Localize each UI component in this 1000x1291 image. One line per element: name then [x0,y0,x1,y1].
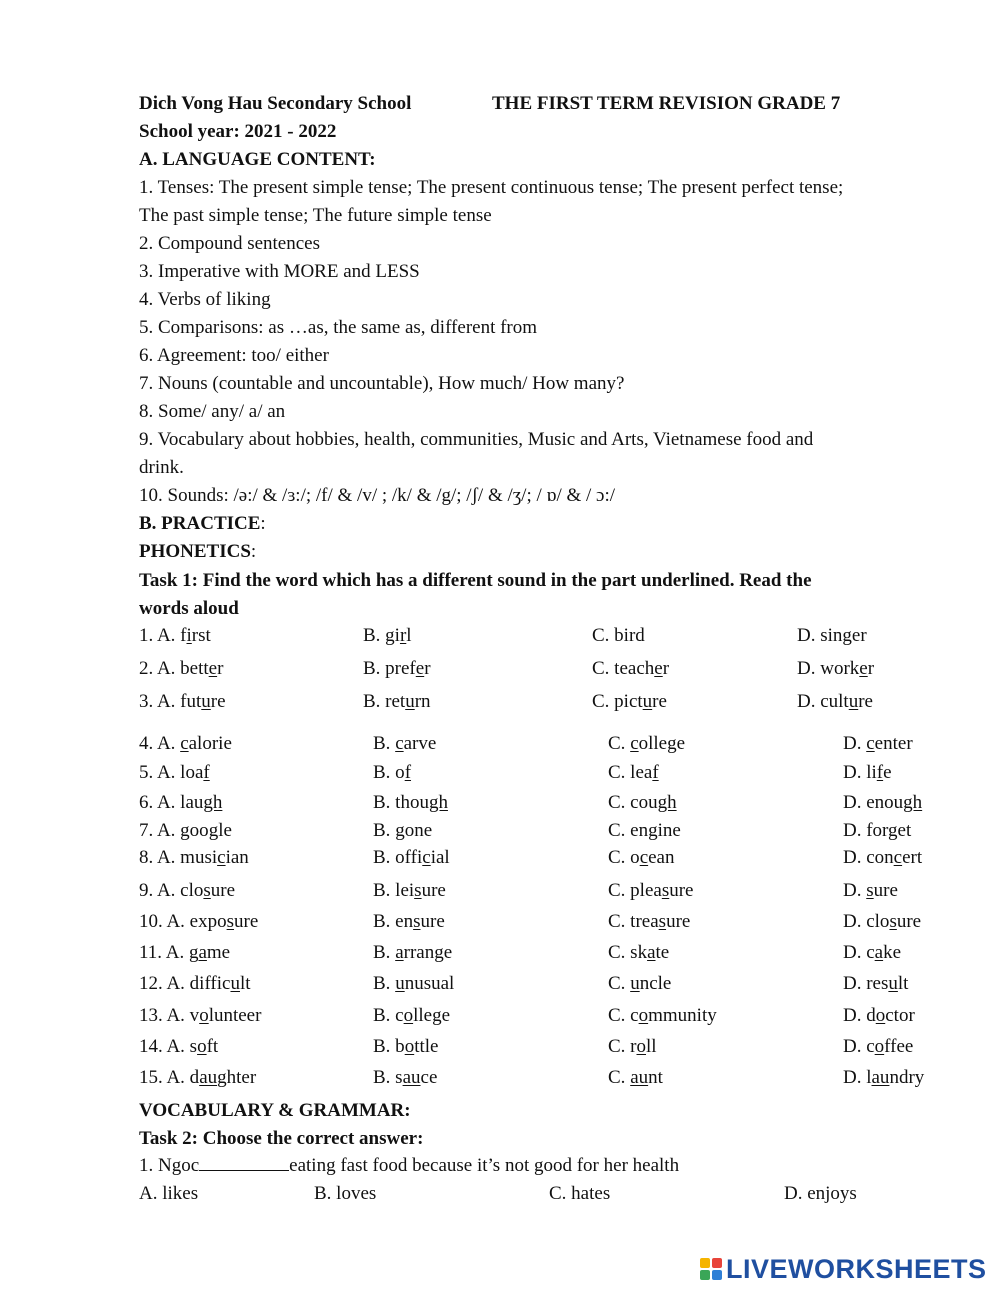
task1-q7-option-c[interactable]: C. engine [608,820,681,841]
task1-q12-option-b[interactable]: B. unusual [373,973,455,994]
task1-q8-option-c[interactable]: C. ocean [608,847,675,868]
section-b-heading: B. PRACTICE: [139,513,266,534]
school-name: Dich Vong Hau Secondary School [139,93,412,114]
list-item: 3. Imperative with MORE and LESS [139,261,420,282]
task1-q7-option-d[interactable]: D. forget [843,820,912,841]
task1-q15-option-a[interactable]: 15. A. daughter [139,1067,257,1088]
list-item: drink. [139,457,184,478]
list-item: 8. Some/ any/ a/ an [139,401,286,422]
task1-q9-option-b[interactable]: B. leisure [373,880,446,901]
task1-q8-option-d[interactable]: D. concert [843,847,923,868]
task1-q4-option-c[interactable]: C. college [608,733,686,754]
vocab-heading: VOCABULARY & GRAMMAR: [139,1100,411,1121]
q1-option-b[interactable]: B. loves [314,1183,377,1204]
logo-text: LIVEWORKSHEETS [726,1253,987,1284]
task1-q4-option-d[interactable]: D. center [843,733,913,754]
list-item: 6. Agreement: too/ either [139,345,329,366]
list-item: 9. Vocabulary about hobbies, health, communities, Music and Arts, Vietnamese food and [139,429,814,450]
task1-q2-option-d[interactable]: D. worker [797,658,875,679]
task1-q9-option-a[interactable]: 9. A. closure [139,880,236,901]
task1-q1-option-a[interactable]: 1. A. first [139,625,211,646]
task1-q3-option-d[interactable]: D. culture [797,691,873,712]
q1-option-c[interactable]: C. hates [549,1183,611,1204]
task1-instruction-cont: words aloud [139,598,239,619]
task1-q10-option-a[interactable]: 10. A. exposure [139,911,259,932]
worksheet-title: THE FIRST TERM REVISION GRADE 7 [492,93,841,114]
school-year: School year: 2021 - 2022 [139,121,337,142]
q1-option-d[interactable]: D. enjoys [784,1183,857,1204]
q1-option-a[interactable]: A. likes [139,1183,199,1204]
task1-q12-option-d[interactable]: D. result [843,973,909,994]
task1-q1-option-c[interactable]: C. bird [592,625,645,646]
task1-q2-option-c[interactable]: C. teacher [592,658,670,679]
list-item: 4. Verbs of liking [139,289,271,310]
question-1: 1. Ngoc eating fast food because it’s not good for her health [139,1155,680,1176]
task1-q5-option-c[interactable]: C. leaf [608,762,659,783]
task1-q6-option-a[interactable]: 6. A. laugh [139,792,223,813]
task1-q6-option-d[interactable]: D. enough [843,792,923,813]
task1-q7-option-a[interactable]: 7. A. google [139,820,232,841]
section-a-heading: A. LANGUAGE CONTENT: [139,149,376,170]
task1-q7-option-b[interactable]: B. gone [373,820,433,841]
task1-q15-option-b[interactable]: B. sauce [373,1067,438,1088]
liveworksheets-logo [700,1254,987,1284]
task1-q2-option-b[interactable]: B. prefer [363,658,431,679]
list-item: 5. Comparisons: as …as, the same as, different from [139,317,538,338]
task1-q13-option-c[interactable]: C. community [608,1005,717,1026]
task1-q8-option-a[interactable]: 8. A. musician [139,847,249,868]
task1-q13-option-a[interactable]: 13. A. volunteer [139,1005,262,1026]
task1-q14-option-d[interactable]: D. coffee [843,1036,914,1057]
task1-q1-option-d[interactable]: D. singer [797,625,867,646]
list-item: 10. Sounds: /ə:/ & /ɜ:/; /f/ & /v/ ; /k/ & /g/; /ʃ/ & /ʒ/; / ɒ/ & / ɔ:/ [139,485,616,506]
task1-q8-option-b[interactable]: B. official [373,847,450,868]
logo-square [700,1258,710,1268]
task1-q15-option-c[interactable]: C. aunt [608,1067,663,1088]
task1-q6-option-b[interactable]: B. though [373,792,448,813]
task2-instruction: Task 2: Choose the correct answer: [139,1128,424,1149]
list-item: 2. Compound sentences [139,233,321,254]
list-item: 7. Nouns (countable and uncountable), How much/ How many? [139,373,625,394]
task1-q5-option-b[interactable]: B. of [373,762,412,783]
task1-q4-option-a[interactable]: 4. A. calorie [139,733,232,754]
answer-blank[interactable] [199,1154,289,1171]
task1-q10-option-d[interactable]: D. closure [843,911,922,932]
task1-q9-option-d[interactable]: D. sure [843,880,898,901]
task1-q6-option-c[interactable]: C. cough [608,792,677,813]
task1-q11-option-b[interactable]: B. arrange [373,942,453,963]
task1-q9-option-c[interactable]: C. pleasure [608,880,694,901]
logo-square [712,1270,722,1280]
task1-q10-option-c[interactable]: C. treasure [608,911,691,932]
task1-q2-option-a[interactable]: 2. A. better [139,658,224,679]
logo-square [712,1258,722,1268]
logo-mark-icon [700,1258,722,1280]
task1-q11-option-a[interactable]: 11. A. game [139,942,231,963]
task1-q11-option-d[interactable]: D. cake [843,942,902,963]
task1-q3-option-a[interactable]: 3. A. future [139,691,226,712]
task1-q1-option-b[interactable]: B. girl [363,625,412,646]
task1-q3-option-c[interactable]: C. picture [592,691,667,712]
task1-q13-option-d[interactable]: D. doctor [843,1005,915,1026]
task1-q15-option-d[interactable]: D. laundry [843,1067,925,1088]
task1-q14-option-c[interactable]: C. roll [608,1036,657,1057]
list-item: 1. Tenses: The present simple tense; The present continuous tense; The present perfect tense; [139,177,844,198]
phonetics-heading: PHONETICS: [139,541,257,562]
task1-q12-option-c[interactable]: C. uncle [608,973,672,994]
task1-q5-option-a[interactable]: 5. A. loaf [139,762,210,783]
task1-q13-option-b[interactable]: B. college [373,1005,451,1026]
task1-q3-option-b[interactable]: B. return [363,691,431,712]
task1-q4-option-b[interactable]: B. carve [373,733,437,754]
task1-q10-option-b[interactable]: B. ensure [373,911,445,932]
task1-instruction: Task 1: Find the word which has a different sound in the part underlined. Read the [139,570,812,591]
task1-q5-option-d[interactable]: D. life [843,762,892,783]
task1-q14-option-a[interactable]: 14. A. soft [139,1036,219,1057]
list-item: The past simple tense; The future simple tense [139,205,492,226]
logo-square [700,1270,710,1280]
task1-q14-option-b[interactable]: B. bottle [373,1036,439,1057]
task1-q12-option-a[interactable]: 12. A. difficult [139,973,251,994]
task1-q11-option-c[interactable]: C. skate [608,942,670,963]
